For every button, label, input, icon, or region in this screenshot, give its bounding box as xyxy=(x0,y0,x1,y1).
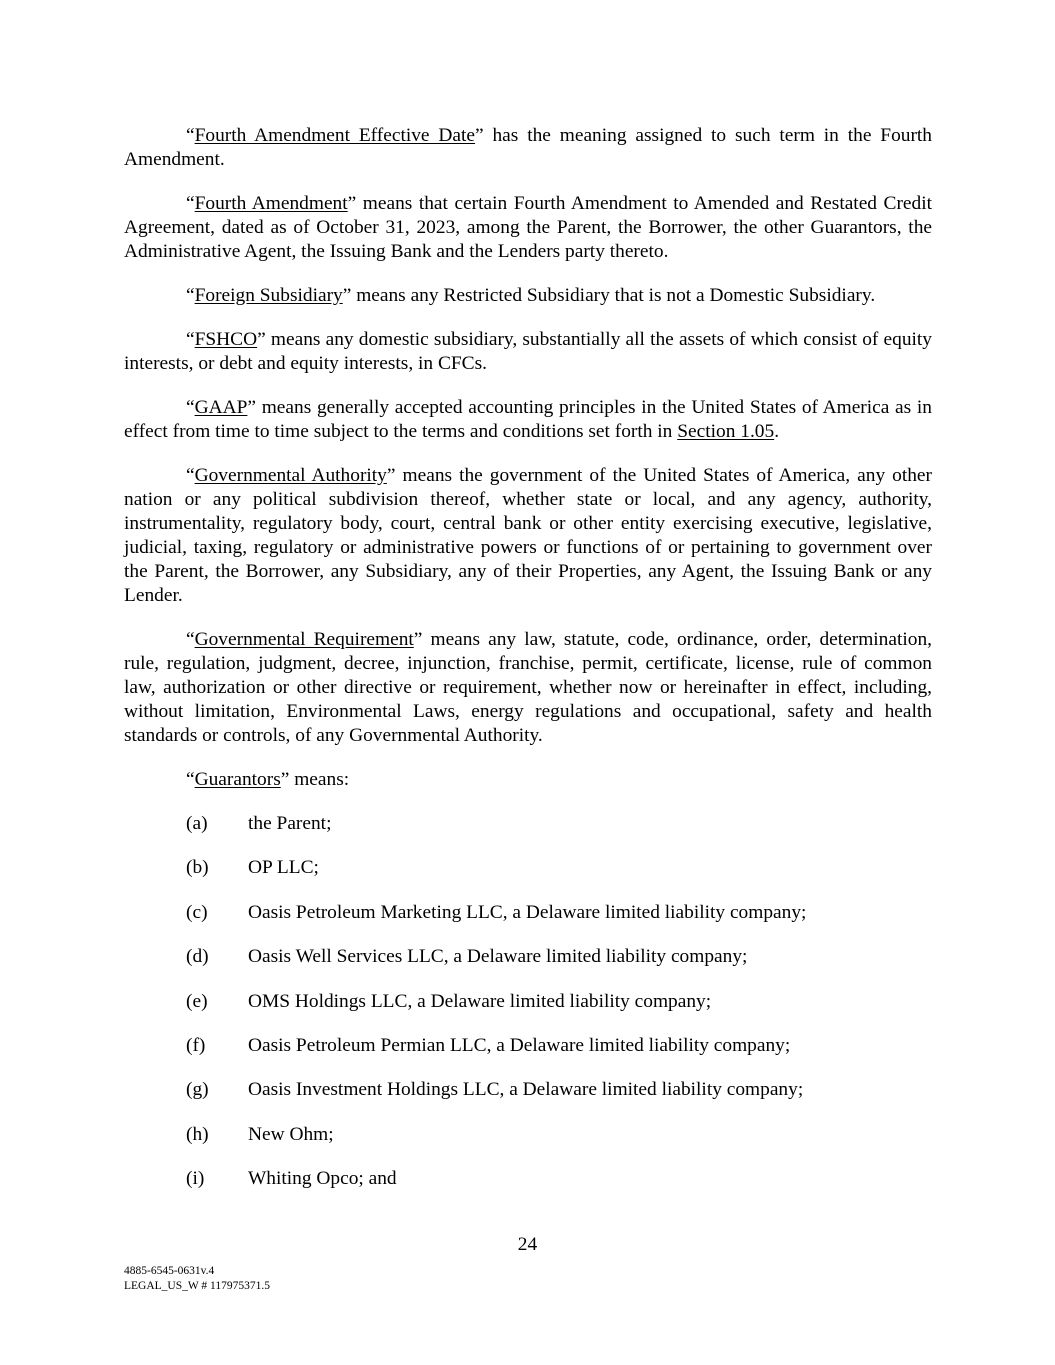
definition-text: means that certain Fourth Amendment to Amended and Restated Credit Agreement, dated as of October 31, 2023, among the Parent, the Borrower, the other Guarantors, the Administrative Agent, the Issuing Bank and the Lenders party thereto. xyxy=(124,193,932,262)
list-item xyxy=(124,1034,932,1058)
definition-fourth-amendment-effective-date: “Fourth Amendment Effective Date” has the meaning assigned to such term in the Fourth Amendment. xyxy=(124,125,933,170)
list-text: Whiting Opco; and xyxy=(248,1168,397,1190)
page-number: 24 xyxy=(517,1234,538,1255)
list-text: the Parent; xyxy=(248,813,332,834)
definition-governmental-requirement: “Governmental Requirement” means any law, statute, code, ordinance, order, determination, rule, regulation, judgment, decree, injunction, franchise, permit, certificate, license, rule of common law, authorization or other directive or requirement, whether now or hereinafter in effect, including, without limitation, Environmental Laws, energy regulations and occupational, safety and health standards or controls, of any Governmental Authority. xyxy=(124,629,932,746)
definition-text: means any Restricted Subsidiary that is not a Domestic Subsidiary. xyxy=(351,285,876,306)
definition-foreign-subsidiary: “Foreign Subsidiary” means any Restricted Subsidiary that is not a Domestic Subsidiary. xyxy=(186,285,876,306)
list-text: OP LLC; xyxy=(248,857,319,879)
defined-term: FSHCO xyxy=(194,329,258,350)
list-letter: (a) xyxy=(186,813,208,834)
defined-term: Fourth Amendment xyxy=(194,193,348,214)
list-letter: (h) xyxy=(186,1123,209,1145)
list-letter: (b) xyxy=(186,857,209,879)
definition-text: means the government of the United States of America, any other nation or any political subdivision thereof, whether state or local, and any agency, authority, instrumentality, regulatory body, court, central bank or other entity exercising executive, legislative, judicial, taxing, regulatory or administrative powers or functions of or pertaining to government over the Parent, the Borrower, any Subsidiary, any of their Properties, any Agent, the Issuing Bank or any Lender. xyxy=(124,465,932,606)
definition-fshco: “FSHCO” means any domestic subsidiary, substantially all the assets of which consist of equity interests, or debt and equity interests, in CFCs. xyxy=(124,329,932,374)
defined-term: Foreign Subsidiary xyxy=(194,285,343,306)
list-item xyxy=(124,856,932,880)
definition-text: means generally accepted accounting principles in the United States of America as in effect from time to time subject to the terms and conditions set forth in xyxy=(124,397,932,442)
defined-term: Fourth Amendment Effective Date xyxy=(194,125,476,146)
definition-text: has the meaning assigned to such term in the Fourth Amendment. xyxy=(124,125,933,170)
list-text: New Ohm; xyxy=(248,1123,334,1145)
list-item xyxy=(124,990,932,1014)
definition-guarantors: “Guarantors” means: xyxy=(186,769,350,790)
document-footer xyxy=(124,1264,270,1294)
list-item xyxy=(124,901,932,925)
list-text: Oasis Petroleum Permian LLC, a Delaware limited liability company; xyxy=(248,1034,791,1056)
footer-legal-id: LEGAL_US_W # 117975371.5 xyxy=(124,1280,270,1292)
list-letter: (d) xyxy=(186,946,209,968)
defined-term: Guarantors xyxy=(194,769,281,790)
definition-fourth-amendment: “Fourth Amendment” means that certain Fourth Amendment to Amended and Restated Credit Agreement, dated as of October 31, 2023, among the Parent, the Borrower, the other Guarantors, the Administrative Agent, the Issuing Bank and the Lenders party thereto. xyxy=(124,193,932,262)
list-text: Oasis Petroleum Marketing LLC, a Delaware limited liability company; xyxy=(248,901,807,923)
list-text: Oasis Well Services LLC, a Delaware limited liability company; xyxy=(248,946,748,968)
list-item xyxy=(124,1123,932,1147)
list-letter: (f) xyxy=(186,1034,206,1056)
definition-text: means any law, statute, code, ordinance, order, determination, rule, regulation, judgment, decree, injunction, franchise, permit, certificate, license, rule of common law, authorization or other directive or requirement, whether now or hereinafter in effect, including, without limitation, Environmental Laws, energy regulations and occupational, safety and health standards or controls, of any Governmental Authority. xyxy=(124,629,932,746)
defined-term: Governmental Authority xyxy=(194,465,387,486)
list-text: Oasis Investment Holdings LLC, a Delaware limited liability company; xyxy=(248,1079,804,1101)
list-item xyxy=(124,945,932,969)
list-item xyxy=(124,1078,932,1102)
list-letter: (g) xyxy=(186,1079,209,1101)
list-item xyxy=(124,1167,932,1191)
footer-doc-id: 4885-6545-0631v.4 xyxy=(124,1265,215,1277)
list-letter: (c) xyxy=(186,901,208,923)
defined-term: GAAP xyxy=(194,397,248,418)
list-item xyxy=(124,812,932,836)
defined-term: Governmental Requirement xyxy=(194,629,414,650)
list-text: OMS Holdings LLC, a Delaware limited liability company; xyxy=(248,990,712,1012)
definition-tail: . xyxy=(774,421,780,442)
definition-gaap: “GAAP” means generally accepted accounting principles in the United States of America as in effect from time to time subject to the terms and conditions set forth in Section 1.05. xyxy=(124,397,932,442)
document-body xyxy=(124,124,932,1212)
list-letter: (e) xyxy=(186,990,208,1012)
definition-governmental-authority: “Governmental Authority” means the government of the United States of America, any other nation or any political subdivision thereof, whether state or local, and any agency, authority, instrumentality, regulatory body, court, central bank or other entity exercising executive, legislative, judicial, taxing, regulatory or administrative powers or functions of or pertaining to government over the Parent, the Borrower, any Subsidiary, any of their Properties, any Agent, the Issuing Bank or any Lender. xyxy=(124,465,932,606)
section-reference: Section 1.05 xyxy=(677,421,775,442)
definition-text: means: xyxy=(289,769,350,790)
definition-text: means any domestic subsidiary, substantially all the assets of which consist of equity interests, or debt and equity interests, in CFCs. xyxy=(124,329,932,374)
guarantor-list xyxy=(124,812,932,1191)
list-letter: (i) xyxy=(186,1168,205,1190)
